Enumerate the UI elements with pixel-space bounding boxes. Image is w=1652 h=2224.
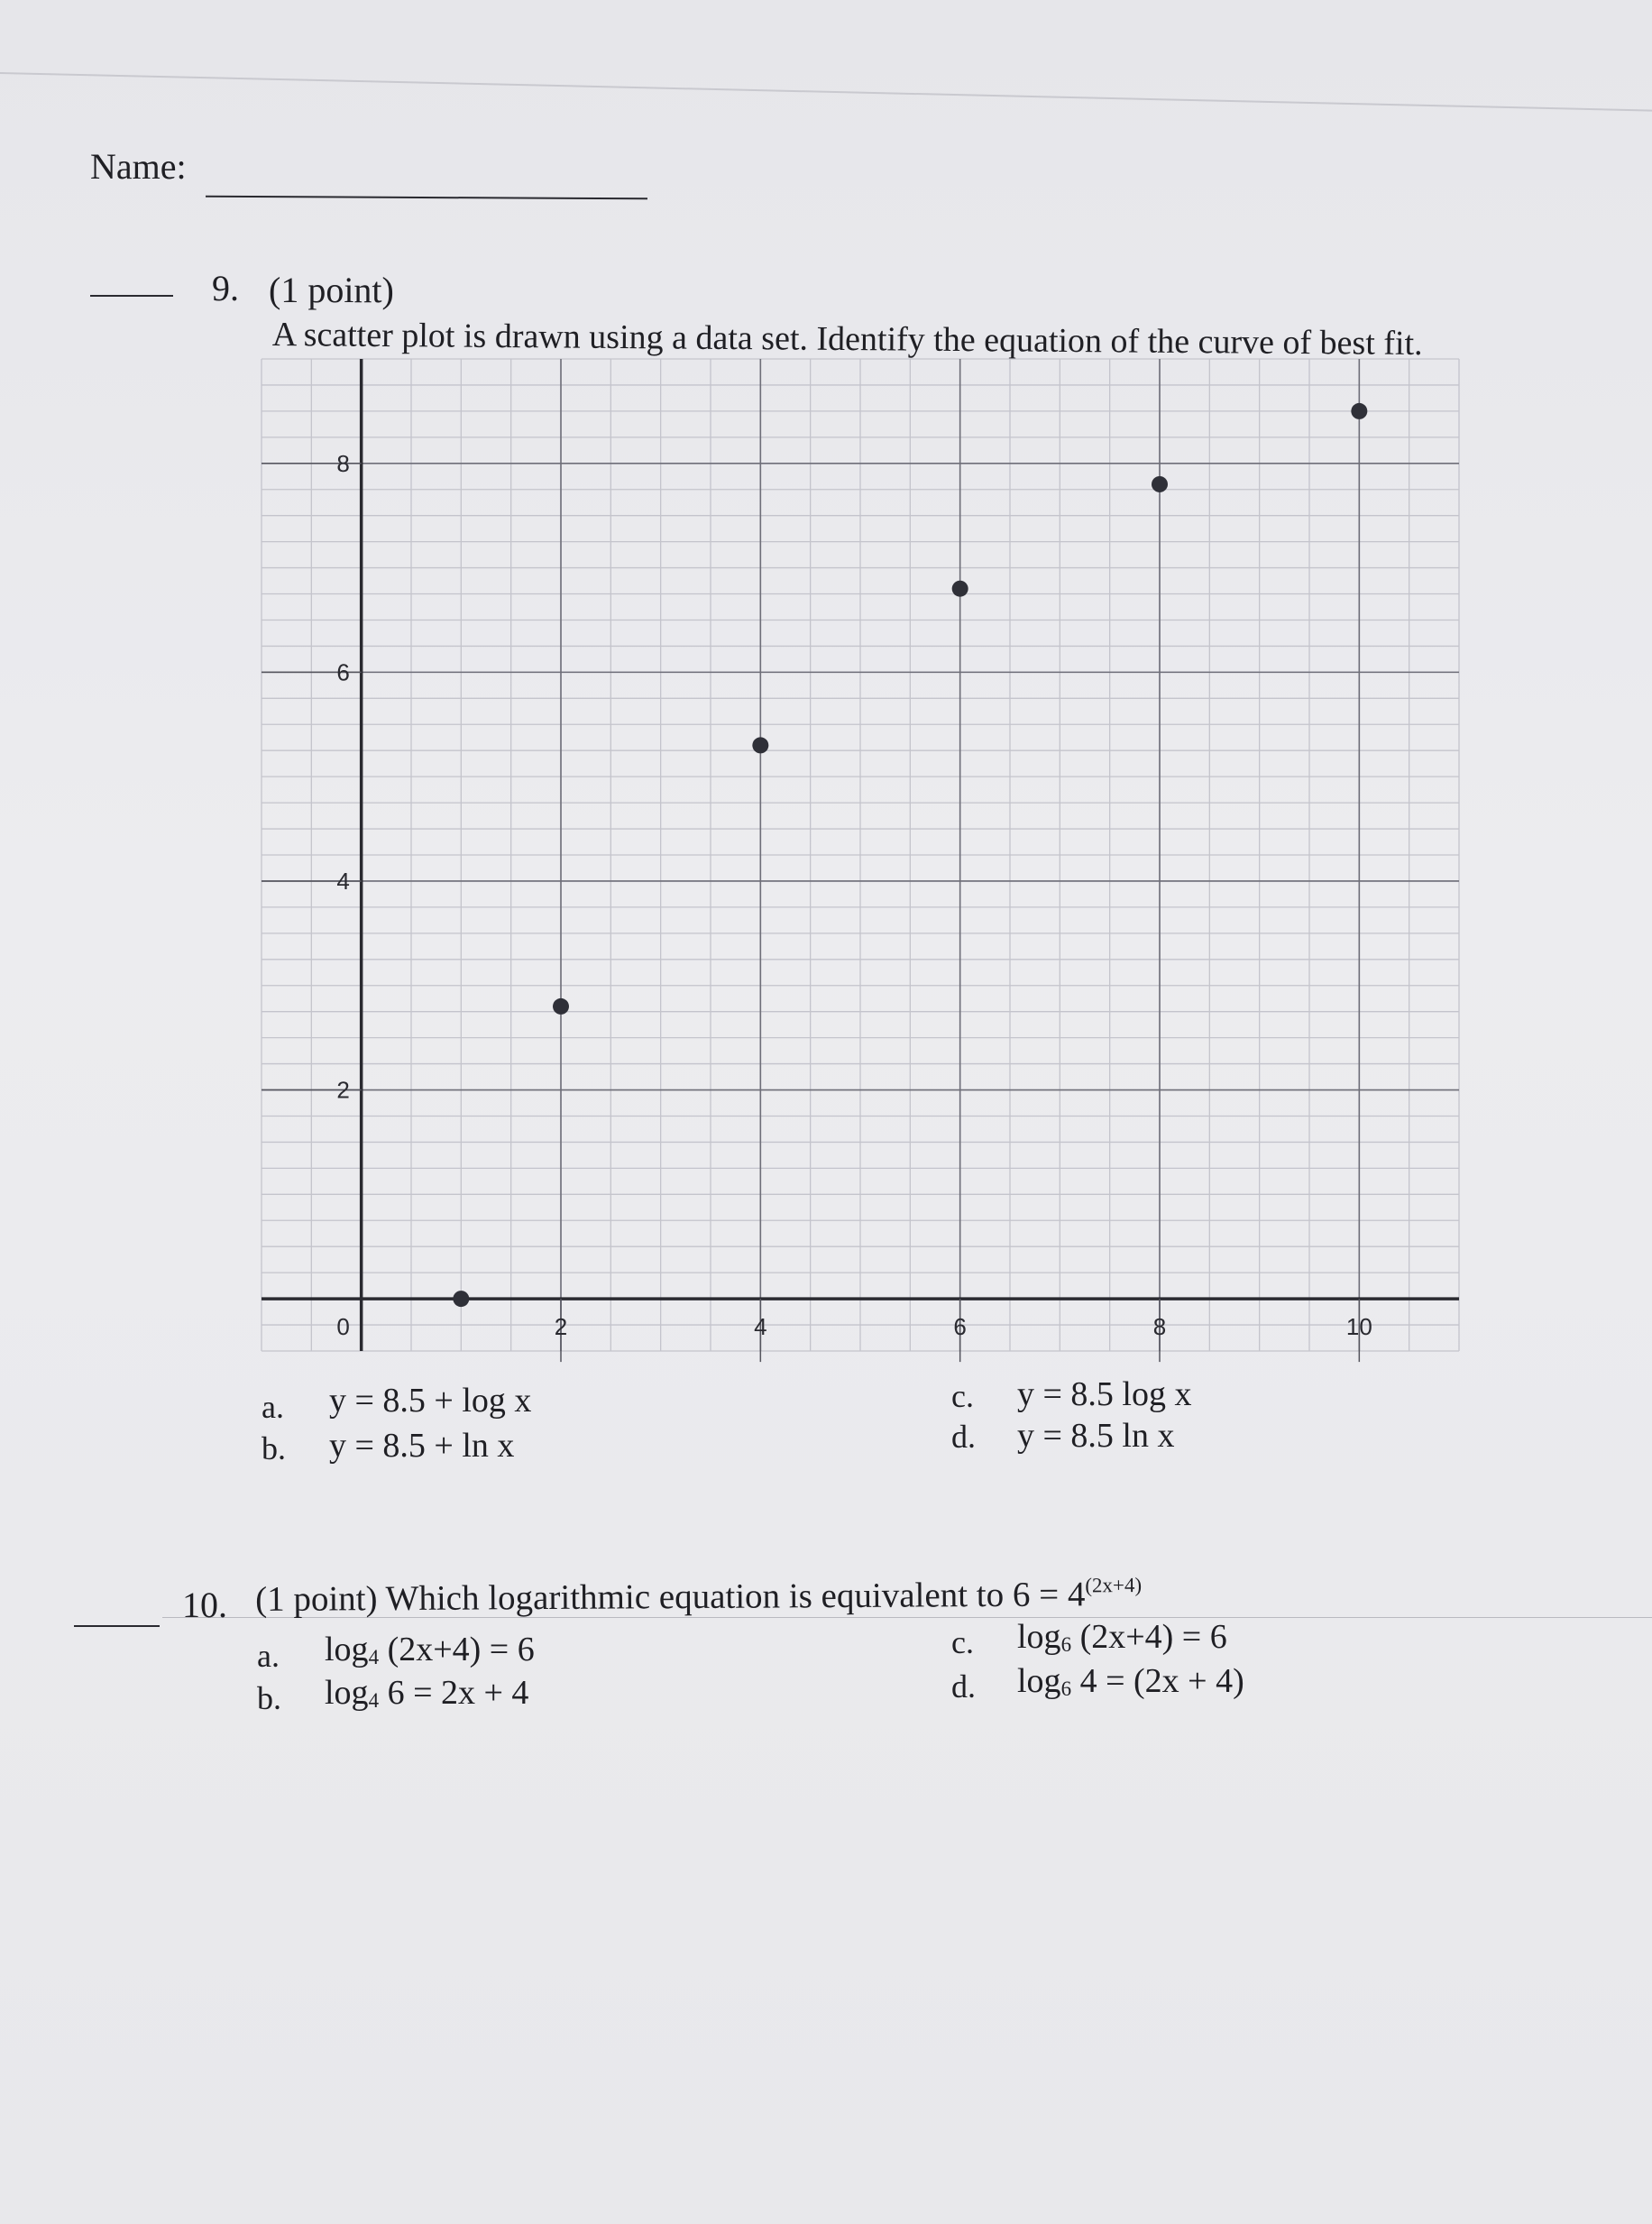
data-point <box>453 1291 469 1307</box>
q9-prompt: A scatter plot is drawn using a data set. Identify the equation of the curve of best fit. <box>271 316 1423 363</box>
q10-option-b-text <box>325 1676 528 1711</box>
q9-option-c-letter: c. <box>951 1378 974 1414</box>
q10-option-a-text <box>325 1632 535 1668</box>
q10-prompt-exponent: (2x+4) <box>1085 1573 1143 1597</box>
q10-option-d-text <box>1017 1664 1244 1699</box>
axis-ticks <box>262 450 1372 1362</box>
q10-option-a-base: 4 <box>368 1646 380 1668</box>
x-tick-label: 2 <box>554 1313 568 1341</box>
q10-option-b-base: 4 <box>368 1689 380 1712</box>
data-point <box>752 737 768 753</box>
q10-option-c-base: 6 <box>1060 1633 1072 1656</box>
q10-option-d-letter: d. <box>951 1668 976 1705</box>
q9-option-a-letter: a. <box>262 1389 284 1425</box>
q9-option-b-text: y = 8.5 + ln x <box>329 1427 515 1465</box>
q10-option-c-text <box>1017 1620 1227 1655</box>
data-point <box>952 581 968 597</box>
name-label: Name: <box>90 146 187 187</box>
q9-number: 9. <box>212 268 239 308</box>
q10-prompt <box>255 1575 1142 1617</box>
q10-answer-blank[interactable] <box>74 1625 160 1627</box>
q9-option-d-text: y = 8.5 ln x <box>1017 1417 1175 1455</box>
q9-option-d-letter: d. <box>951 1419 976 1455</box>
q9-points: (1 point) <box>269 270 394 310</box>
q10-prompt-text: (1 point) Which logarithmic equation is equivalent to 6 = 4 <box>255 1575 1086 1619</box>
data-point <box>1152 476 1168 492</box>
y-tick-label: 2 <box>336 1076 350 1104</box>
q9-answer-blank[interactable] <box>90 295 173 297</box>
name-blank[interactable] <box>206 196 647 200</box>
q10-option-b-log: log <box>325 1674 369 1712</box>
q10-option-d-base: 6 <box>1060 1677 1072 1700</box>
x-tick-label: 4 <box>754 1313 767 1341</box>
q10-option-c-rest: (2x+4) = 6 <box>1071 1618 1227 1656</box>
q10-number: 10. <box>182 1585 227 1625</box>
x-tick-label: 8 <box>1152 1313 1167 1341</box>
q10-option-c-letter: c. <box>951 1624 974 1660</box>
minor-gridlines <box>262 359 1459 1351</box>
x-tick-label: 6 <box>953 1313 967 1341</box>
paper-top-edge <box>0 0 1652 112</box>
y-tick-label: 6 <box>336 658 350 686</box>
x-tick-label: 0 <box>336 1313 350 1341</box>
data-point <box>553 998 569 1015</box>
q10-option-a-letter: a. <box>257 1638 280 1674</box>
q9-option-a-text: y = 8.5 + log x <box>329 1382 532 1420</box>
q10-option-d-rest: 4 = (2x + 4) <box>1071 1662 1244 1700</box>
q10-option-b-rest: 6 = 2x + 4 <box>379 1674 529 1712</box>
x-tick-label: 10 <box>1345 1313 1372 1341</box>
q9-option-b-letter: b. <box>262 1430 286 1466</box>
y-tick-label: 4 <box>336 867 350 895</box>
q10-option-a-rest: (2x+4) = 6 <box>379 1631 535 1668</box>
q10-option-b-letter: b. <box>257 1680 281 1716</box>
data-point <box>1351 403 1367 419</box>
y-tick-label: 8 <box>336 449 350 477</box>
q10-option-c-log: log <box>1017 1618 1061 1656</box>
q10-option-d-log: log <box>1017 1662 1061 1700</box>
q9-option-c-text: y = 8.5 log x <box>1017 1375 1192 1413</box>
scatter-plot <box>260 350 1468 1378</box>
q10-option-a-log: log <box>325 1631 369 1668</box>
